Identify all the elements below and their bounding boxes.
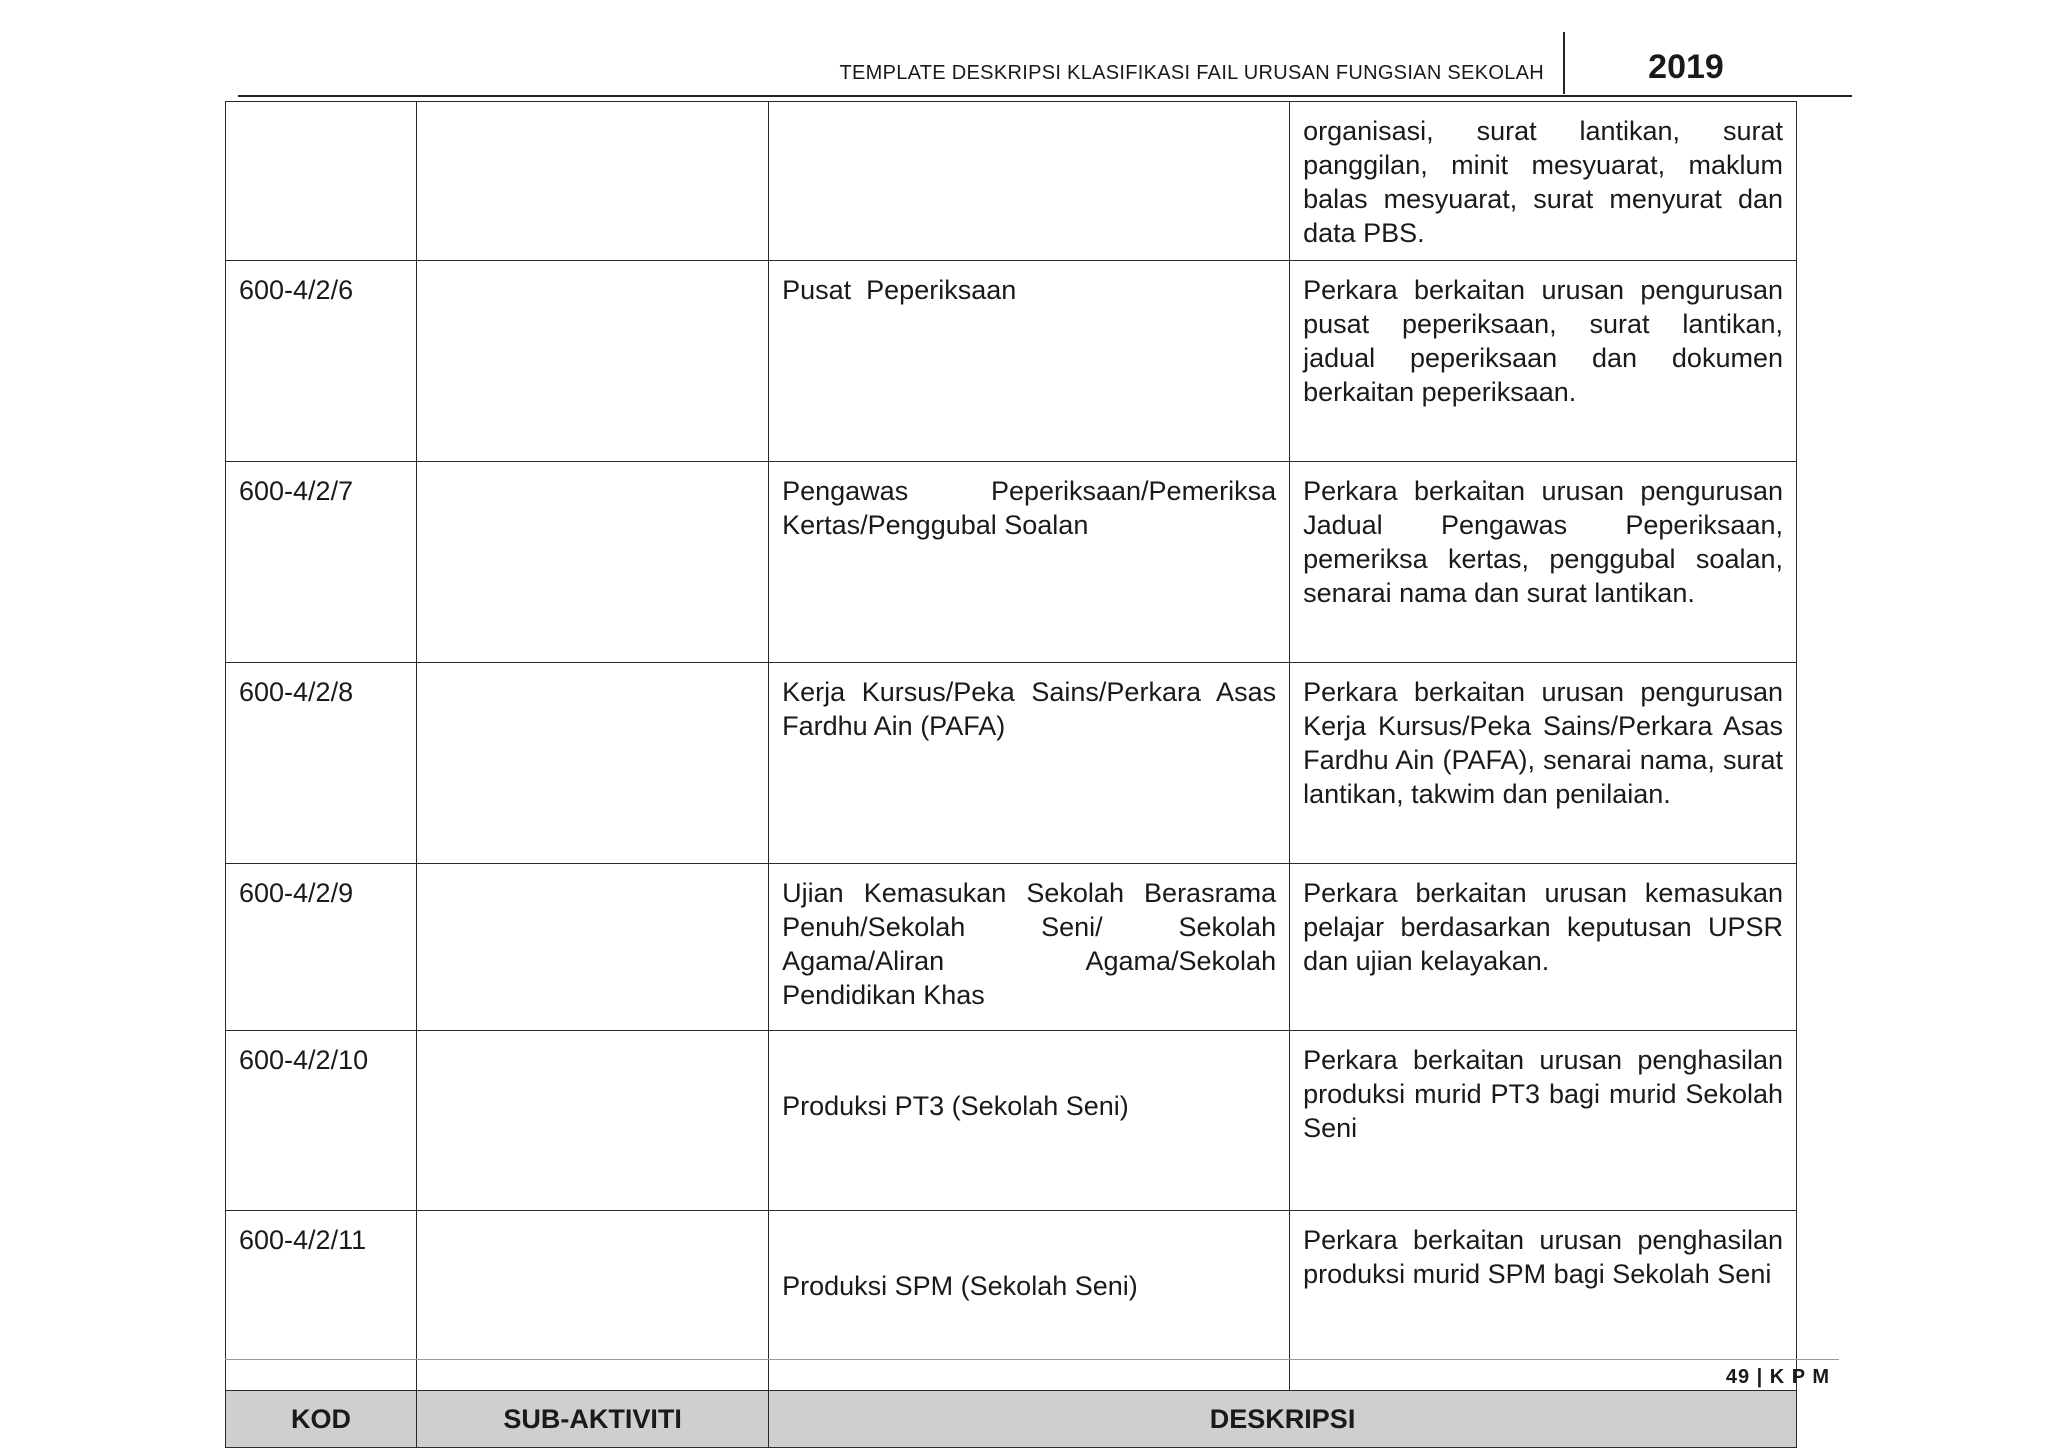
deskripsi-cell: Perkara berkaitan urusan penghasilan produksi murid PT3 bagi murid Sekolah Seni [1290, 1031, 1797, 1211]
tajuk-cell: Ujian Kemasukan Sekolah Berasrama Penuh/Sekolah Seni/ Sekolah Agama/Aliran Agama/Sekolah Pendidikan Khas [769, 864, 1290, 1031]
tajuk-cell: Kerja Kursus/Peka Sains/Perkara Asas Fardhu Ain (PAFA) [769, 663, 1290, 864]
kod-cell: 600-4/2/7 [226, 462, 417, 663]
kod-cell: 600-4/2/6 [226, 261, 417, 462]
header-rule [238, 95, 1852, 97]
kod-cell: 600-4/2/10 [226, 1031, 417, 1211]
deskripsi-cell: Perkara berkaitan urusan pengurusan Kerja Kursus/Peka Sains/Perkara Asas Fardhu Ain (PAFA), senarai nama, surat lantikan, takwim dan penilaian. [1290, 663, 1797, 864]
sub-aktiviti-cell [417, 1211, 769, 1391]
tajuk-cell: Produksi SPM (Sekolah Seni) [769, 1211, 1290, 1391]
table-row [226, 1211, 1797, 1391]
document-year: 2019 [1648, 48, 1724, 86]
document-header-title: TEMPLATE DESKRIPSI KLASIFIKASI FAIL URUSAN FUNGSIAN SEKOLAH [839, 62, 1544, 84]
deskripsi-cell: Perkara berkaitan urusan pengurusan Jadual Pengawas Peperiksaan, pemeriksa kertas, penggubal soalan, senarai nama dan surat lantikan. [1290, 462, 1797, 663]
table-row [226, 462, 1797, 663]
page-number: 49 | K P M [1725, 1366, 1830, 1388]
kod-cell [226, 102, 417, 261]
kod-cell: 600-4/2/11 [226, 1211, 417, 1391]
table-row [226, 261, 1797, 462]
footer-rule [225, 1359, 1839, 1360]
deskripsi-cell: Perkara berkaitan urusan pengurusan pusat peperiksaan, surat lantikan, jadual peperiksaan dan dokumen berkaitan peperiksaan. [1290, 261, 1797, 462]
deskripsi-cell: Perkara berkaitan urusan kemasukan pelajar berdasarkan keputusan UPSR dan ujian kelayakan. [1290, 864, 1797, 1031]
table-row [226, 663, 1797, 864]
column-header-deskripsi: DESKRIPSI [769, 1391, 1797, 1448]
table-row [226, 102, 1797, 261]
header-divider [1563, 32, 1565, 94]
tajuk-cell [769, 102, 1290, 261]
sub-aktiviti-cell [417, 1031, 769, 1211]
classification-table [225, 101, 1797, 1448]
sub-aktiviti-cell [417, 462, 769, 663]
tajuk-cell: Produksi PT3 (Sekolah Seni) [769, 1031, 1290, 1211]
sub-aktiviti-cell [417, 102, 769, 261]
deskripsi-cell: organisasi, surat lantikan, surat panggilan, minit mesyuarat, maklum balas mesyuarat, surat menyurat dan data PBS. [1290, 102, 1797, 261]
column-header-sub-aktiviti: SUB-AKTIVITI [417, 1391, 769, 1448]
kod-cell: 600-4/2/9 [226, 864, 417, 1031]
sub-aktiviti-cell [417, 663, 769, 864]
column-header-kod: KOD [226, 1391, 417, 1448]
sub-aktiviti-cell [417, 261, 769, 462]
table-row [226, 1031, 1797, 1211]
tajuk-cell: Pengawas Peperiksaan/Pemeriksa Kertas/Penggubal Soalan [769, 462, 1290, 663]
table-column-header-row [226, 1391, 1797, 1448]
tajuk-cell: Pusat Peperiksaan [769, 261, 1290, 462]
kod-cell: 600-4/2/8 [226, 663, 417, 864]
sub-aktiviti-cell [417, 864, 769, 1031]
deskripsi-cell: Perkara berkaitan urusan penghasilan produksi murid SPM bagi Sekolah Seni [1290, 1211, 1797, 1391]
table-row [226, 864, 1797, 1031]
